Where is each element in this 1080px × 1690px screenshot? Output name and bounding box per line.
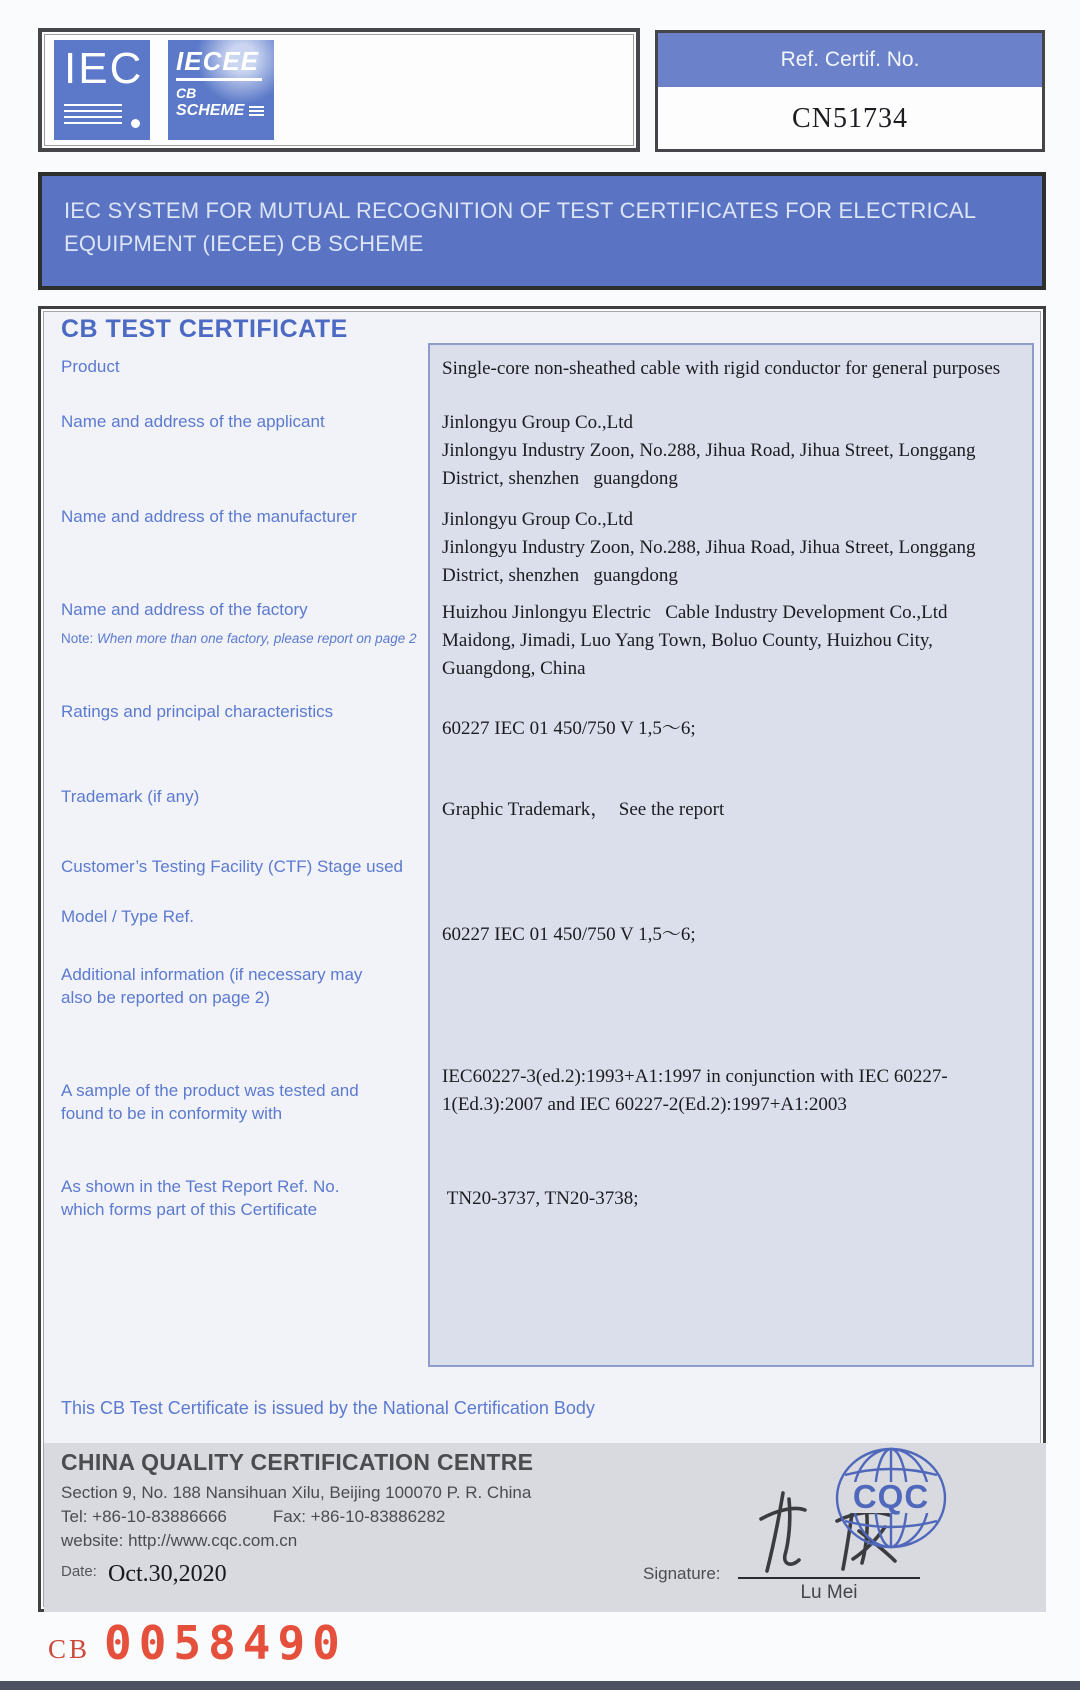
scheme-banner: IEC SYSTEM FOR MUTUAL RECOGNITION OF TEST CERTIFICATES FOR ELECTRICAL EQUIPMENT (IECEE) CB SCHEME — [38, 172, 1046, 290]
field-label-product: Product — [61, 357, 120, 376]
signatory-name: Lu Mei — [800, 1582, 858, 1603]
field-label-factory: Name and address of the factory — [61, 600, 308, 619]
field-note-factory — [61, 631, 461, 646]
issuer-band — [44, 1443, 1046, 1612]
iecee-logo — [168, 40, 274, 140]
values-box — [428, 343, 1034, 1367]
page-title: CB TEST CERTIFICATE — [61, 315, 348, 343]
ref-certif-label: Ref. Certif. No. — [658, 33, 1042, 87]
issuer-tel: Tel: +86-10-83886666 — [61, 1507, 227, 1526]
footer-bar — [0, 1681, 1080, 1690]
iec-logo-text: IEC — [64, 44, 144, 93]
date-label: Date: — [61, 1563, 97, 1580]
field-value-trademark: Graphic Trademark， See the report — [442, 799, 725, 820]
date-value: Oct.30,2020 — [108, 1561, 227, 1587]
stamp-number: 0058490 — [104, 1616, 347, 1670]
field-value-factory: Huizhou Jinlongyu Electric Cable Industry Development Co.,Ltd Maidong, Jimadi, Luo Yang Town, Boluo County, Huizhou City, Guangdong, China — [442, 602, 948, 679]
issued-by-statement: This CB Test Certificate is issued by the National Certification Body — [61, 1398, 595, 1418]
field-label-conformity: A sample of the product was tested and found to be in conformity with — [61, 1081, 359, 1123]
field-label-ratings: Ratings and principal characteristics — [61, 702, 334, 721]
field-value-applicant: Jinlongyu Group Co.,Ltd Jinlongyu Industry Zoon, No.288, Jihua Road, Jihua Street, Longgang District, shenzhen guangdong — [442, 412, 981, 489]
certificate-body — [38, 306, 1046, 1612]
cqc-globe-logo-icon — [833, 1445, 949, 1551]
field-value-model: 60227 IEC 01 450/750 V 1,5～6; — [442, 924, 696, 945]
field-value-ratings: 60227 IEC 01 450/750 V 1,5～6; — [442, 718, 696, 739]
field-label-manufacturer: Name and address of the manufacturer — [61, 507, 357, 526]
note-text: When more than one factory, please report on page 2 — [97, 631, 417, 646]
field-value-conformity: IEC60227-3(ed.2):1993+A1:1997 in conjunction with IEC 60227-1(Ed.3):2007 and IEC 60227-2(Ed.2):1997+A1:2003 — [442, 1066, 948, 1115]
field-label-ctf: Customer’s Testing Facility (CTF) Stage used — [61, 857, 404, 876]
iecee-logo-title: IECEE — [176, 46, 262, 81]
field-label-trademark: Trademark (if any) — [61, 787, 200, 806]
field-label-test-report: As shown in the Test Report Ref. No. which forms part of this Certificate — [61, 1177, 340, 1219]
iecee-logo-scheme-row — [176, 102, 274, 120]
issuer-telfax — [61, 1507, 491, 1527]
iecee-logo-scheme: SCHEME — [176, 102, 245, 119]
field-label-additional-info: Additional information (if necessary may also be reported on page 2) — [61, 965, 363, 1007]
field-value-manufacturer: Jinlongyu Group Co.,Ltd Jinlongyu Industry Zoon, No.288, Jihua Road, Jihua Street, Longgang District, shenzhen guangdong — [442, 509, 981, 586]
iec-logo-dot-icon — [131, 119, 140, 128]
stamp-prefix: CB — [48, 1634, 91, 1664]
issuer-fax: Fax: +86-10-83886282 — [272, 1507, 446, 1526]
note-prefix: Note: — [61, 631, 98, 646]
signature-label: Signature: — [643, 1564, 721, 1583]
field-label-model: Model / Type Ref. — [61, 907, 194, 926]
issuer-name: CHINA QUALITY CERTIFICATION CENTRE — [61, 1449, 534, 1475]
field-label-applicant: Name and address of the applicant — [61, 412, 325, 431]
signature-line — [738, 1577, 920, 1579]
field-value-product: Single-core non-sheathed cable with rigid conductor for general purposes — [442, 358, 1001, 379]
cqc-logo-text: CQC — [852, 1478, 930, 1515]
iecee-logo-lines-icon — [249, 104, 264, 118]
issuer-address: Section 9, No. 188 Nansihuan Xilu, Beijing 100070 P. R. China — [61, 1483, 532, 1502]
iec-logo — [54, 40, 150, 140]
ref-certif-value: CN51734 — [792, 103, 908, 134]
header-logo-box — [38, 28, 640, 152]
iecee-logo-cb: CB — [176, 85, 197, 101]
issuer-website: website: http://www.cqc.com.cn — [61, 1531, 298, 1550]
ref-certif-box — [655, 30, 1045, 152]
field-value-test-report: TN20-3737, TN20-3738; — [442, 1188, 639, 1209]
iec-logo-rules-icon — [64, 104, 122, 128]
